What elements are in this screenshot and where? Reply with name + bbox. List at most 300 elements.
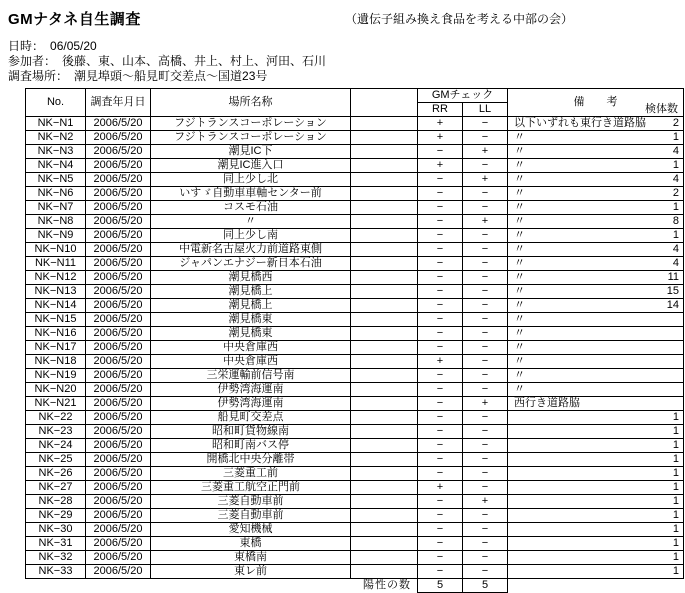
table-row <box>26 145 684 159</box>
row-ll-result: − <box>463 467 508 481</box>
row-sample-count: 1 <box>672 453 680 465</box>
row-blank-cell <box>351 439 418 453</box>
row-rr-result: + <box>418 117 463 131</box>
row-blank-cell <box>351 229 418 243</box>
row-date: 2006/5/20 <box>86 467 151 481</box>
row-rr-result: − <box>418 243 463 257</box>
row-place: 潮見橋西 <box>151 271 351 285</box>
row-ll-result: − <box>463 383 508 397</box>
table-row <box>26 341 684 355</box>
row-remark: 〃 <box>514 131 526 143</box>
table-body <box>26 117 684 579</box>
row-no: NK−25 <box>26 453 86 467</box>
row-rr-result: − <box>418 299 463 313</box>
row-ll-result: − <box>463 243 508 257</box>
row-rr-result: − <box>418 215 463 229</box>
row-no: NK−N5 <box>26 173 86 187</box>
row-no: NK−N14 <box>26 299 86 313</box>
positives-row <box>26 579 684 593</box>
row-ll-result: − <box>463 131 508 145</box>
row-blank-cell <box>351 257 418 271</box>
table-row <box>26 509 684 523</box>
row-no: NK−N19 <box>26 369 86 383</box>
row-blank-cell <box>351 131 418 145</box>
row-no: NK−28 <box>26 495 86 509</box>
row-rr-result: − <box>418 439 463 453</box>
row-no: NK−N17 <box>26 341 86 355</box>
row-rr-result: − <box>418 467 463 481</box>
row-date: 2006/5/20 <box>86 173 151 187</box>
row-place: 〃 <box>151 215 351 229</box>
row-blank-cell <box>351 187 418 201</box>
row-place: 東橋 <box>151 537 351 551</box>
table-row <box>26 565 684 579</box>
row-remark: 西行き道路脇 <box>514 397 581 409</box>
footer-spacer-right <box>508 579 684 593</box>
info-date-value: 06/05/20 <box>50 39 97 53</box>
table-row <box>26 215 684 229</box>
row-blank-cell <box>351 467 418 481</box>
row-rr-result: − <box>418 537 463 551</box>
row-remarks-samples <box>508 551 684 565</box>
row-ll-result: − <box>463 159 508 173</box>
row-no: NK−N4 <box>26 159 86 173</box>
table-row <box>26 425 684 439</box>
row-date: 2006/5/20 <box>86 229 151 243</box>
info-date-label: 日時： <box>8 39 45 53</box>
row-blank-cell <box>351 271 418 285</box>
row-date: 2006/5/20 <box>86 397 151 411</box>
row-place: 伊勢湾海運南 <box>151 383 351 397</box>
row-date: 2006/5/20 <box>86 495 151 509</box>
table-row <box>26 131 684 145</box>
row-blank-cell <box>351 537 418 551</box>
positives-label: 陽性の数 <box>363 579 411 592</box>
row-sample-count: 1 <box>672 509 680 521</box>
row-remarks-samples <box>508 565 684 579</box>
row-rr-result: − <box>418 327 463 341</box>
row-ll-result: − <box>463 369 508 383</box>
row-no: NK−33 <box>26 565 86 579</box>
row-remark: 〃 <box>514 257 526 269</box>
row-place: 昭和町南バス停 <box>151 439 351 453</box>
table-row <box>26 201 684 215</box>
row-sample-count: 1 <box>672 495 680 507</box>
header-place: 場所名称 <box>151 89 351 117</box>
row-no: NK−N10 <box>26 243 86 257</box>
row-sample-count: 4 <box>672 173 680 185</box>
row-date: 2006/5/20 <box>86 509 151 523</box>
row-remark: 〃 <box>514 201 526 213</box>
row-rr-result: − <box>418 313 463 327</box>
row-sample-count: 2 <box>672 117 680 129</box>
row-blank-cell <box>351 551 418 565</box>
table-row <box>26 257 684 271</box>
row-remark: 〃 <box>514 327 526 339</box>
row-remarks-samples <box>508 523 684 537</box>
row-sample-count: 14 <box>666 299 680 311</box>
info-date <box>8 39 685 54</box>
row-blank-cell <box>351 565 418 579</box>
row-no: NK−24 <box>26 439 86 453</box>
row-no: NK−27 <box>26 481 86 495</box>
row-date: 2006/5/20 <box>86 271 151 285</box>
row-rr-result: − <box>418 341 463 355</box>
header-samples: 検体数 <box>645 103 679 115</box>
row-no: NK−N7 <box>26 201 86 215</box>
row-rr-result: − <box>418 453 463 467</box>
row-date: 2006/5/20 <box>86 383 151 397</box>
row-blank-cell <box>351 481 418 495</box>
row-remarks-samples <box>508 173 684 187</box>
table-row <box>26 481 684 495</box>
row-ll-result: − <box>463 537 508 551</box>
row-no: NK−N16 <box>26 327 86 341</box>
row-place: 中央倉庫西 <box>151 341 351 355</box>
row-rr-result: − <box>418 565 463 579</box>
row-remark: 〃 <box>514 159 526 171</box>
table-row <box>26 243 684 257</box>
row-no: NK−N18 <box>26 355 86 369</box>
row-ll-result: − <box>463 257 508 271</box>
row-blank-cell <box>351 341 418 355</box>
row-rr-result: + <box>418 355 463 369</box>
row-place: ジャパンエナジー新日本石油 <box>151 257 351 271</box>
header-remarks-samples <box>508 89 684 117</box>
row-rr-result: − <box>418 411 463 425</box>
table-row <box>26 397 684 411</box>
row-rr-result: − <box>418 551 463 565</box>
row-no: NK−29 <box>26 509 86 523</box>
row-date: 2006/5/20 <box>86 439 151 453</box>
row-place: フジトランスコーポレーション <box>151 131 351 145</box>
table-row <box>26 327 684 341</box>
table-row <box>26 117 684 131</box>
table-row <box>26 411 684 425</box>
row-remarks-samples <box>508 355 684 369</box>
row-rr-result: − <box>418 369 463 383</box>
row-date: 2006/5/20 <box>86 285 151 299</box>
table-row <box>26 453 684 467</box>
row-ll-result: + <box>463 215 508 229</box>
row-remarks-samples <box>508 243 684 257</box>
row-remark: 〃 <box>514 215 526 227</box>
row-blank-cell <box>351 159 418 173</box>
row-date: 2006/5/20 <box>86 145 151 159</box>
row-place: 潮見IC進入口 <box>151 159 351 173</box>
row-no: NK−N3 <box>26 145 86 159</box>
row-rr-result: − <box>418 257 463 271</box>
row-rr-result: − <box>418 425 463 439</box>
table-row <box>26 299 684 313</box>
row-remarks-samples <box>508 327 684 341</box>
row-blank-cell <box>351 173 418 187</box>
row-blank-cell <box>351 285 418 299</box>
table-row <box>26 187 684 201</box>
row-sample-count: 1 <box>672 523 680 535</box>
row-date: 2006/5/20 <box>86 425 151 439</box>
row-no: NK−22 <box>26 411 86 425</box>
row-place: 三菱重工前 <box>151 467 351 481</box>
row-blank-cell <box>351 201 418 215</box>
header-date: 調査年月日 <box>86 89 151 117</box>
row-sample-count: 1 <box>672 481 680 493</box>
positives-rr-count: 5 <box>418 579 463 593</box>
row-no: NK−N20 <box>26 383 86 397</box>
row-place: 中電新名古屋火力前道路東側 <box>151 243 351 257</box>
row-no: NK−32 <box>26 551 86 565</box>
row-remarks-samples <box>508 369 684 383</box>
row-date: 2006/5/20 <box>86 369 151 383</box>
row-place: 中央倉庫西 <box>151 355 351 369</box>
row-ll-result: − <box>463 411 508 425</box>
row-no: NK−30 <box>26 523 86 537</box>
row-remark: 〃 <box>514 383 526 395</box>
row-remarks-samples <box>508 425 684 439</box>
row-ll-result: − <box>463 509 508 523</box>
row-ll-result: − <box>463 313 508 327</box>
row-no: NK−N6 <box>26 187 86 201</box>
row-blank-cell <box>351 383 418 397</box>
row-no: NK−N1 <box>26 117 86 131</box>
row-rr-result: + <box>418 131 463 145</box>
row-no: NK−23 <box>26 425 86 439</box>
row-remarks-samples <box>508 467 684 481</box>
table-row <box>26 355 684 369</box>
row-date: 2006/5/20 <box>86 355 151 369</box>
row-remarks-samples <box>508 411 684 425</box>
row-blank-cell <box>351 243 418 257</box>
row-date: 2006/5/20 <box>86 453 151 467</box>
row-sample-count: 1 <box>672 537 680 549</box>
info-participants-label: 参加者： <box>8 54 57 68</box>
positives-ll-count: 5 <box>463 579 508 593</box>
row-remark: 〃 <box>514 173 526 185</box>
table-row <box>26 537 684 551</box>
table-row <box>26 383 684 397</box>
row-rr-result: − <box>418 509 463 523</box>
row-no: NK−31 <box>26 537 86 551</box>
row-remark: 〃 <box>514 187 526 199</box>
row-sample-count: 1 <box>672 159 680 171</box>
row-date: 2006/5/20 <box>86 565 151 579</box>
row-place: 東レ前 <box>151 565 351 579</box>
row-date: 2006/5/20 <box>86 257 151 271</box>
row-ll-result: − <box>463 299 508 313</box>
row-ll-result: − <box>463 285 508 299</box>
survey-table <box>25 88 684 593</box>
row-remark: 〃 <box>514 341 526 353</box>
row-sample-count: 1 <box>672 439 680 451</box>
row-date: 2006/5/20 <box>86 313 151 327</box>
row-sample-count: 2 <box>672 187 680 199</box>
row-no: NK−N13 <box>26 285 86 299</box>
row-remark: 〃 <box>514 271 526 283</box>
row-remarks-samples <box>508 509 684 523</box>
row-place: 愛知機械 <box>151 523 351 537</box>
row-no: NK−N15 <box>26 313 86 327</box>
row-date: 2006/5/20 <box>86 215 151 229</box>
table-row <box>26 313 684 327</box>
row-ll-result: − <box>463 201 508 215</box>
row-date: 2006/5/20 <box>86 243 151 257</box>
row-rr-result: − <box>418 383 463 397</box>
row-remarks-samples <box>508 481 684 495</box>
row-date: 2006/5/20 <box>86 537 151 551</box>
row-place: 伊勢湾海運南 <box>151 397 351 411</box>
row-rr-result: − <box>418 173 463 187</box>
info-participants-value: 後藤、東、山本、高橋、井上、村上、河田、石川 <box>62 54 327 68</box>
row-remarks-samples <box>508 117 684 131</box>
row-remarks-samples <box>508 285 684 299</box>
row-remark: 〃 <box>514 229 526 241</box>
row-sample-count: 1 <box>672 131 680 143</box>
info-location-label: 調査場所： <box>8 69 69 83</box>
row-ll-result: − <box>463 565 508 579</box>
row-remarks-samples <box>508 131 684 145</box>
row-date: 2006/5/20 <box>86 523 151 537</box>
row-remarks-samples <box>508 383 684 397</box>
table-row <box>26 439 684 453</box>
row-place: フジトランスコーポレーション <box>151 117 351 131</box>
row-place: 昭和町貨物線南 <box>151 425 351 439</box>
row-place: 潮見橋上 <box>151 285 351 299</box>
row-rr-result: − <box>418 285 463 299</box>
row-rr-result: + <box>418 159 463 173</box>
row-place: 三菱重工航空正門前 <box>151 481 351 495</box>
row-ll-result: + <box>463 495 508 509</box>
row-ll-result: − <box>463 523 508 537</box>
row-rr-result: − <box>418 229 463 243</box>
row-ll-result: − <box>463 341 508 355</box>
row-remark: 〃 <box>514 243 526 255</box>
row-rr-result: − <box>418 397 463 411</box>
row-sample-count: 1 <box>672 229 680 241</box>
footer-spacer <box>26 579 351 593</box>
row-place: 潮見橋東 <box>151 327 351 341</box>
row-ll-result: − <box>463 229 508 243</box>
row-remarks-samples <box>508 159 684 173</box>
row-blank-cell <box>351 313 418 327</box>
row-place: 同上少し北 <box>151 173 351 187</box>
row-rr-result: − <box>418 187 463 201</box>
header-blank <box>351 89 418 117</box>
row-ll-result: − <box>463 551 508 565</box>
organization-name: （遺伝子組み換え食品を考える中部の会） <box>345 12 574 26</box>
table-row <box>26 271 684 285</box>
row-blank-cell <box>351 509 418 523</box>
row-rr-result: − <box>418 523 463 537</box>
table-footer <box>26 579 684 593</box>
row-blank-cell <box>351 215 418 229</box>
row-ll-result: − <box>463 327 508 341</box>
row-no: NK−N2 <box>26 131 86 145</box>
row-blank-cell <box>351 299 418 313</box>
row-remarks-samples <box>508 229 684 243</box>
header-ll: LL <box>463 103 508 117</box>
row-blank-cell <box>351 355 418 369</box>
row-blank-cell <box>351 145 418 159</box>
row-rr-result: − <box>418 145 463 159</box>
table-row <box>26 285 684 299</box>
info-location-value: 潮見埠頭～船見町交差点～国道23号 <box>74 69 268 83</box>
row-date: 2006/5/20 <box>86 117 151 131</box>
table-row <box>26 495 684 509</box>
row-remark: 〃 <box>514 299 526 311</box>
row-sample-count: 1 <box>672 565 680 577</box>
row-blank-cell <box>351 397 418 411</box>
table-row <box>26 173 684 187</box>
header-remarks: 備 考 <box>573 96 618 108</box>
info-participants <box>8 54 685 69</box>
row-place: 三栄運輸前信号南 <box>151 369 351 383</box>
row-remark: 〃 <box>514 369 526 381</box>
row-rr-result: + <box>418 481 463 495</box>
row-ll-result: + <box>463 145 508 159</box>
row-place: 潮見橋東 <box>151 313 351 327</box>
row-sample-count: 1 <box>672 411 680 423</box>
row-no: NK−N9 <box>26 229 86 243</box>
row-date: 2006/5/20 <box>86 411 151 425</box>
table-row <box>26 551 684 565</box>
row-place: いすゞ自動車車軸センター前 <box>151 187 351 201</box>
row-no: NK−N12 <box>26 271 86 285</box>
row-place: 船見町交差点 <box>151 411 351 425</box>
row-rr-result: − <box>418 495 463 509</box>
row-remark: 以下いずれも東行き道路脇 <box>514 117 647 129</box>
row-sample-count: 4 <box>672 257 680 269</box>
header-rr: RR <box>418 103 463 117</box>
row-blank-cell <box>351 425 418 439</box>
row-date: 2006/5/20 <box>86 327 151 341</box>
table-row <box>26 467 684 481</box>
row-date: 2006/5/20 <box>86 481 151 495</box>
row-blank-cell <box>351 117 418 131</box>
table-row <box>26 369 684 383</box>
table-row <box>26 229 684 243</box>
row-sample-count: 1 <box>672 551 680 563</box>
row-date: 2006/5/20 <box>86 551 151 565</box>
row-place: 同上少し南 <box>151 229 351 243</box>
row-remarks-samples <box>508 187 684 201</box>
row-sample-count: 11 <box>667 271 680 283</box>
row-ll-result: − <box>463 453 508 467</box>
row-rr-result: − <box>418 201 463 215</box>
page-title: GMナタネ自生調査 <box>8 11 141 28</box>
row-ll-result: − <box>463 481 508 495</box>
table-row <box>26 159 684 173</box>
row-place: 開橋北中央分離帯 <box>151 453 351 467</box>
row-place: 東橋南 <box>151 551 351 565</box>
row-sample-count: 8 <box>672 215 680 227</box>
row-place: 三菱自動車前 <box>151 495 351 509</box>
row-date: 2006/5/20 <box>86 341 151 355</box>
row-remarks-samples <box>508 495 684 509</box>
row-date: 2006/5/20 <box>86 201 151 215</box>
row-place: 三菱自動車前 <box>151 509 351 523</box>
row-date: 2006/5/20 <box>86 131 151 145</box>
table-header <box>26 89 684 117</box>
row-remarks-samples <box>508 201 684 215</box>
row-date: 2006/5/20 <box>86 187 151 201</box>
row-sample-count: 15 <box>666 285 680 297</box>
row-sample-count: 1 <box>672 201 680 213</box>
header-no: No. <box>26 89 86 117</box>
row-remarks-samples <box>508 313 684 327</box>
row-remarks-samples <box>508 397 684 411</box>
row-no: NK−26 <box>26 467 86 481</box>
row-sample-count: 4 <box>672 243 680 255</box>
